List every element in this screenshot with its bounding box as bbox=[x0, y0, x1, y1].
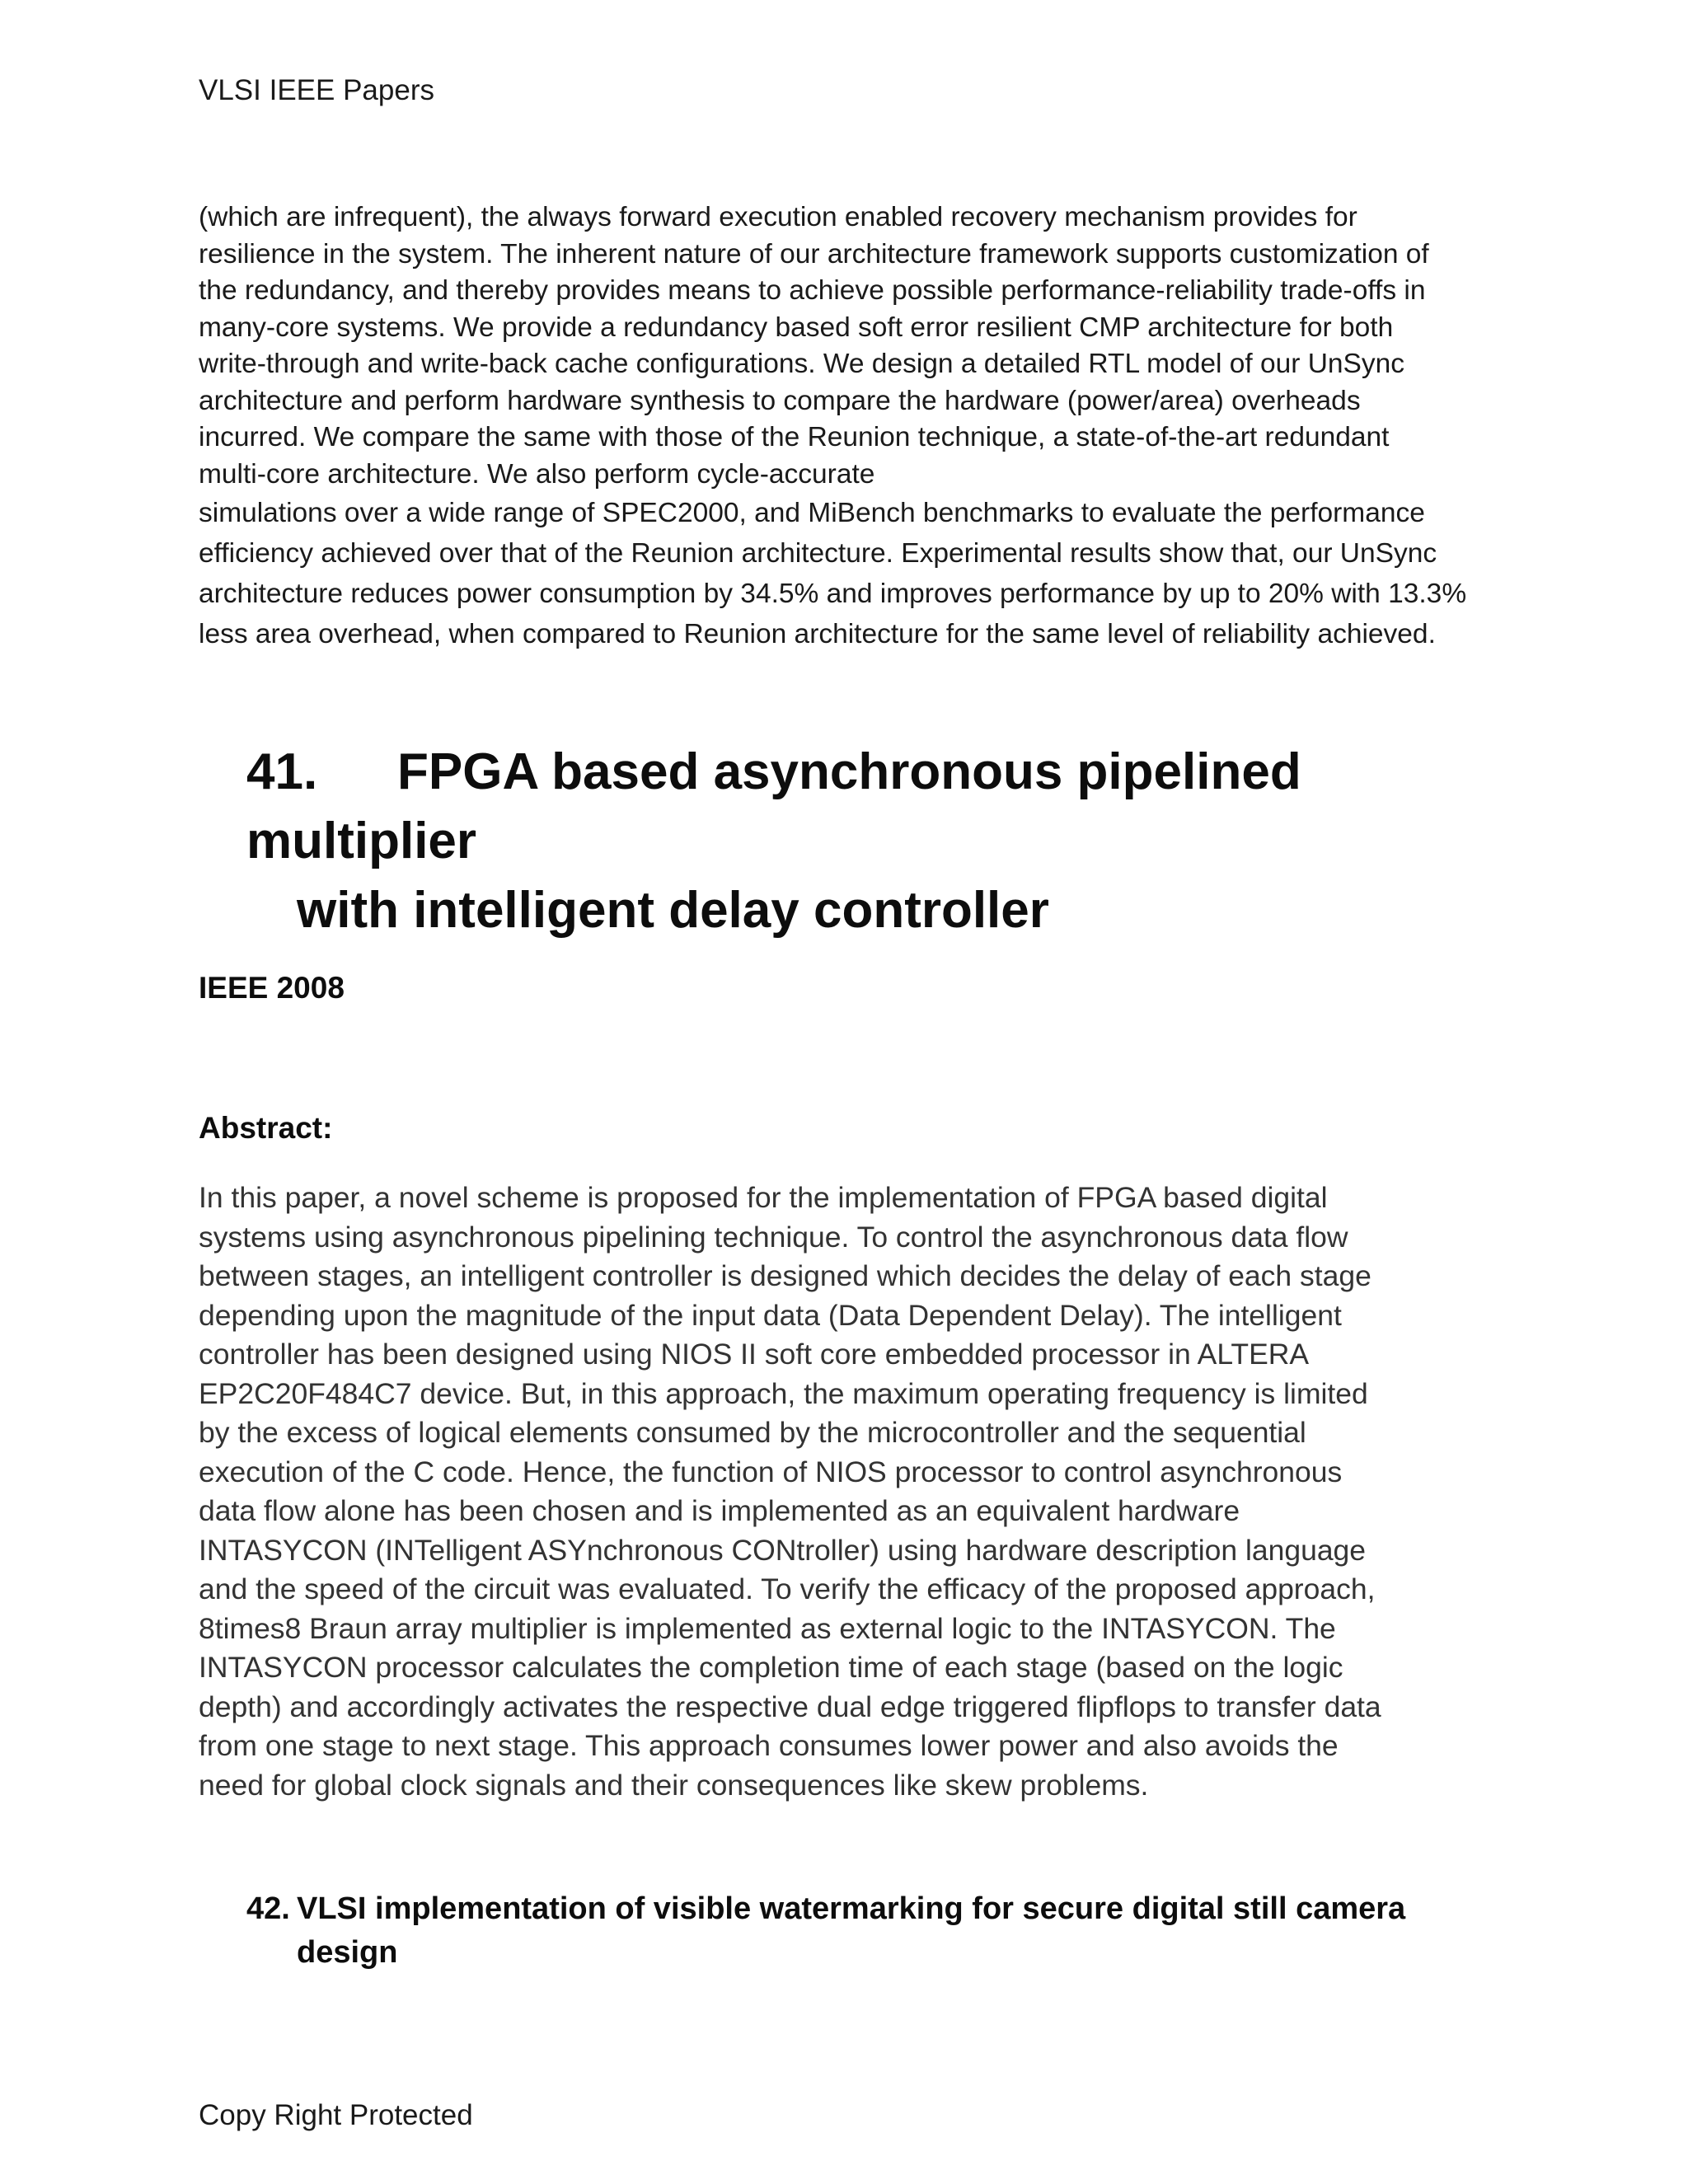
text-line: incurred. We compare the same with those of the Reunion technique, a state-of-the-art redundant bbox=[199, 422, 1390, 452]
text-line: the redundancy, and thereby provides means to achieve possible performance-reliability trade-offs in bbox=[199, 275, 1426, 306]
abstract-line: INTASYCON (INTelligent ASYnchronous CONtroller) using hardware description language bbox=[199, 1533, 1367, 1567]
abstract-line: execution of the C code. Hence, the function of NIOS processor to control asynchronous bbox=[199, 1455, 1343, 1488]
abstract-line: and the speed of the circuit was evaluated. To verify the efficacy of the proposed approach, bbox=[199, 1572, 1376, 1605]
abstract-label: Abstract: bbox=[199, 1111, 333, 1145]
page-header: VLSI IEEE Papers bbox=[199, 74, 434, 106]
abstract-line: between stages, an intelligent controller is designed which decides the delay of each stage bbox=[199, 1259, 1372, 1292]
text-line: many-core systems. We provide a redundancy based soft error resilient CMP architecture for both bbox=[199, 312, 1394, 343]
abstract-line: 8times8 Braun array multiplier is implemented as external logic to the INTASYCON. The bbox=[199, 1611, 1336, 1645]
abstract-line: In this paper, a novel scheme is proposed for the implementation of FPGA based digital bbox=[199, 1181, 1328, 1214]
paper-42-title-line-2: design bbox=[297, 1935, 398, 1970]
text-line: resilience in the system. The inherent nature of our architecture framework supports customization of bbox=[199, 238, 1429, 269]
abstract-line: from one stage to next stage. This approach consumes lower power and also avoids the bbox=[199, 1729, 1339, 1762]
text-line: efficiency achieved over that of the Reunion architecture. Experimental results show that, our UnSync bbox=[199, 538, 1437, 569]
abstract-line: INTASYCON processor calculates the completion time of each stage (based on the logic bbox=[199, 1651, 1343, 1684]
paper-42-title bbox=[246, 1887, 1532, 1975]
text-line: write-through and write-back cache configurations. We design a detailed RTL model of our UnSync bbox=[199, 349, 1404, 379]
paper-41-venue: IEEE 2008 bbox=[199, 971, 345, 1005]
paper-41-number: 41. bbox=[246, 743, 318, 800]
paper-42-title-line-1: VLSI implementation of visible watermarking for secure digital still camera bbox=[297, 1891, 1406, 1926]
paper-41-title-line-2: with intelligent delay controller bbox=[297, 882, 1049, 939]
text-line: multi-core architecture. We also perform cycle-accurate bbox=[199, 458, 875, 490]
paper-41-title bbox=[246, 738, 1532, 945]
text-line: less area overhead, when compared to Reunion architecture for the same level of reliability achieved. bbox=[199, 619, 1436, 649]
abstract-line: data flow alone has been chosen and is implemented as an equivalent hardware bbox=[199, 1494, 1240, 1527]
text-line: simulations over a wide range of SPEC2000, and MiBench benchmarks to evaluate the performance bbox=[199, 498, 1425, 528]
abstract-line: need for global clock signals and their consequences like skew problems. bbox=[199, 1768, 1149, 1802]
paper-42-number: 42. bbox=[246, 1891, 290, 1926]
text-line: (which are infrequent), the always forward execution enabled recovery mechanism provides for bbox=[199, 202, 1357, 232]
paper-41-title-line-1: FPGA based asynchronous pipelined multiplier bbox=[246, 743, 1301, 869]
abstract-line: depending upon the magnitude of the input data (Data Dependent Delay). The intelligent bbox=[199, 1298, 1342, 1332]
page-footer: Copy Right Protected bbox=[199, 2099, 473, 2131]
abstract-line: depth) and accordingly activates the respective dual edge triggered flipflops to transfer data bbox=[199, 1690, 1381, 1723]
text-line: architecture reduces power consumption by 34.5% and improves performance by up to 20% with 13.3% bbox=[199, 579, 1467, 609]
abstract-line: systems using asynchronous pipelining technique. To control the asynchronous data flow bbox=[199, 1220, 1348, 1254]
previous-abstract-continuation bbox=[199, 199, 1501, 654]
abstract-line: EP2C20F484C7 device. But, in this approach, the maximum operating frequency is limited bbox=[199, 1376, 1368, 1410]
abstract-line: by the excess of logical elements consumed by the microcontroller and the sequential bbox=[199, 1416, 1306, 1449]
abstract-line: controller has been designed using NIOS II soft core embedded processor in ALTERA bbox=[199, 1338, 1310, 1371]
text-line: architecture and perform hardware synthesis to compare the hardware (power/area) overheads bbox=[199, 385, 1361, 416]
paper-41-abstract bbox=[199, 1179, 1517, 1805]
